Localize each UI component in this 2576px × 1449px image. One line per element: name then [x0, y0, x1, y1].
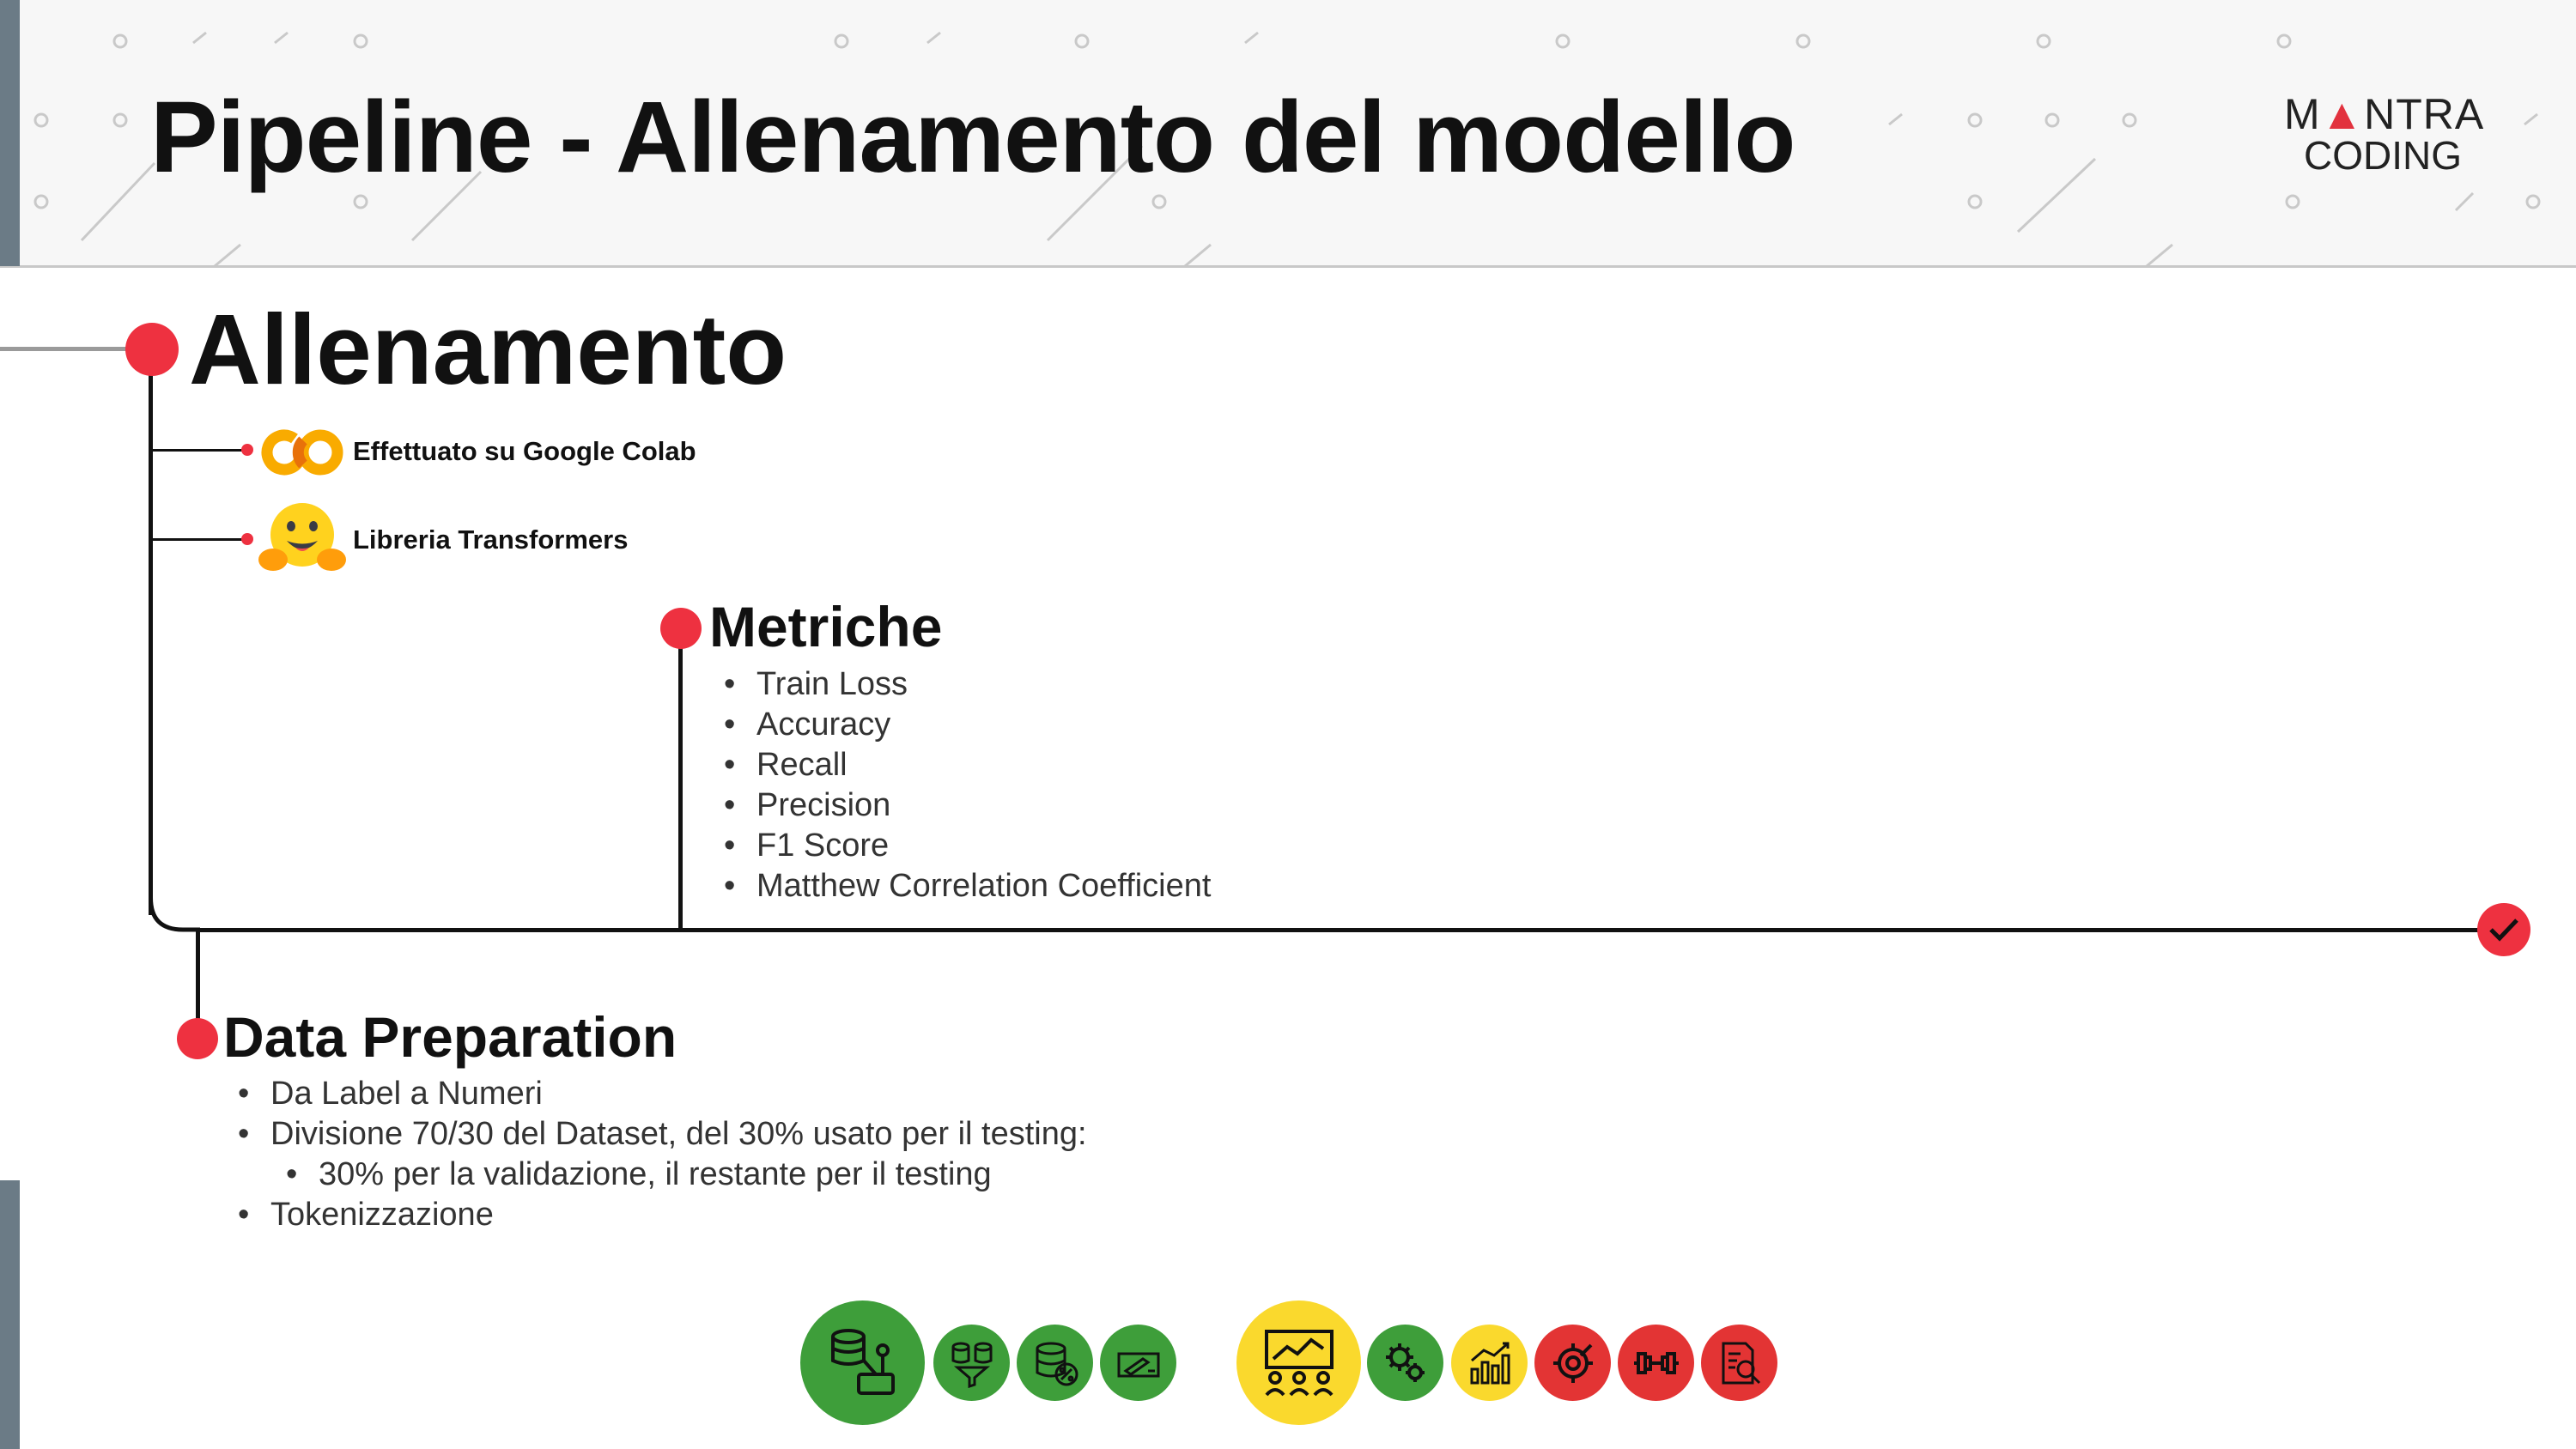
list-item: • Recall: [724, 745, 1211, 785]
list-item: • Da Label a Numeri: [238, 1074, 1087, 1114]
step-database-percent-icon: [1017, 1325, 1093, 1401]
tool-connector-transformers: [150, 538, 245, 541]
page-title: Pipeline - Allenamento del modello: [150, 81, 1795, 194]
timeline-entry-line: [0, 347, 137, 351]
step-strategy-target-icon: [1534, 1325, 1611, 1401]
step-data-pipeline-icon: [800, 1300, 925, 1425]
timeline-vertical-main: [149, 349, 153, 915]
list-item: • F1 Score: [724, 826, 1211, 866]
tool-bullet-dot: [241, 444, 253, 456]
list-item: • Precision: [724, 785, 1211, 826]
step-settings-gears-icon: [1367, 1325, 1443, 1401]
timeline-horizontal: [197, 928, 2507, 932]
timeline-node-allenamento: [125, 323, 179, 376]
timeline-corner: [149, 889, 200, 932]
timeline-node-metriche: [660, 608, 702, 649]
list-item: • Divisione 70/30 del Dataset, del 30% usato per il testing:: [238, 1114, 1087, 1155]
section-title-allenamento: Allenamento: [189, 294, 787, 405]
side-accent-bar-bottom: [0, 1180, 20, 1449]
list-item: • Accuracy: [724, 705, 1211, 745]
step-bar-chart-growth-icon: [1451, 1325, 1528, 1401]
side-accent-bar-top: [0, 0, 20, 266]
timeline-node-data-preparation: [177, 1018, 218, 1059]
colab-icon: [258, 427, 348, 482]
sub-list-item: • 30% per la validazione, il restante per il testing: [286, 1156, 992, 1192]
timeline-end-check-icon: [2477, 903, 2530, 956]
mantra-coding-logo: M▲NTRA CODING: [2284, 90, 2485, 178]
tool-connector-colab: [150, 449, 245, 452]
list-item: • Tokenizzazione: [238, 1195, 1087, 1235]
tool-label-transformers: Libreria Transformers: [353, 524, 629, 555]
list-item: • Train Loss: [724, 664, 1211, 705]
section-title-data-preparation: Data Preparation: [223, 1005, 677, 1069]
tool-bullet-dot: [241, 533, 253, 545]
step-dumbbell-icon: [1618, 1325, 1694, 1401]
header-divider: [0, 265, 2576, 268]
data-preparation-list: [238, 1074, 1087, 1235]
step-label-tag-icon: [1100, 1325, 1176, 1401]
section-title-metriche: Metriche: [709, 595, 943, 658]
tool-label-colab: Effettuato su Google Colab: [353, 436, 696, 466]
step-report-search-icon: [1701, 1325, 1777, 1401]
hugging-face-icon: [258, 498, 347, 584]
logo-triangle-icon: ▲: [2320, 90, 2365, 138]
metriche-list: [724, 664, 1211, 906]
step-database-filter-icon: [933, 1325, 1010, 1401]
step-training-presentation-icon: [1236, 1300, 1361, 1425]
timeline-branch-metriche: [678, 627, 683, 930]
list-item: • Matthew Correlation Coefficient: [724, 866, 1211, 906]
